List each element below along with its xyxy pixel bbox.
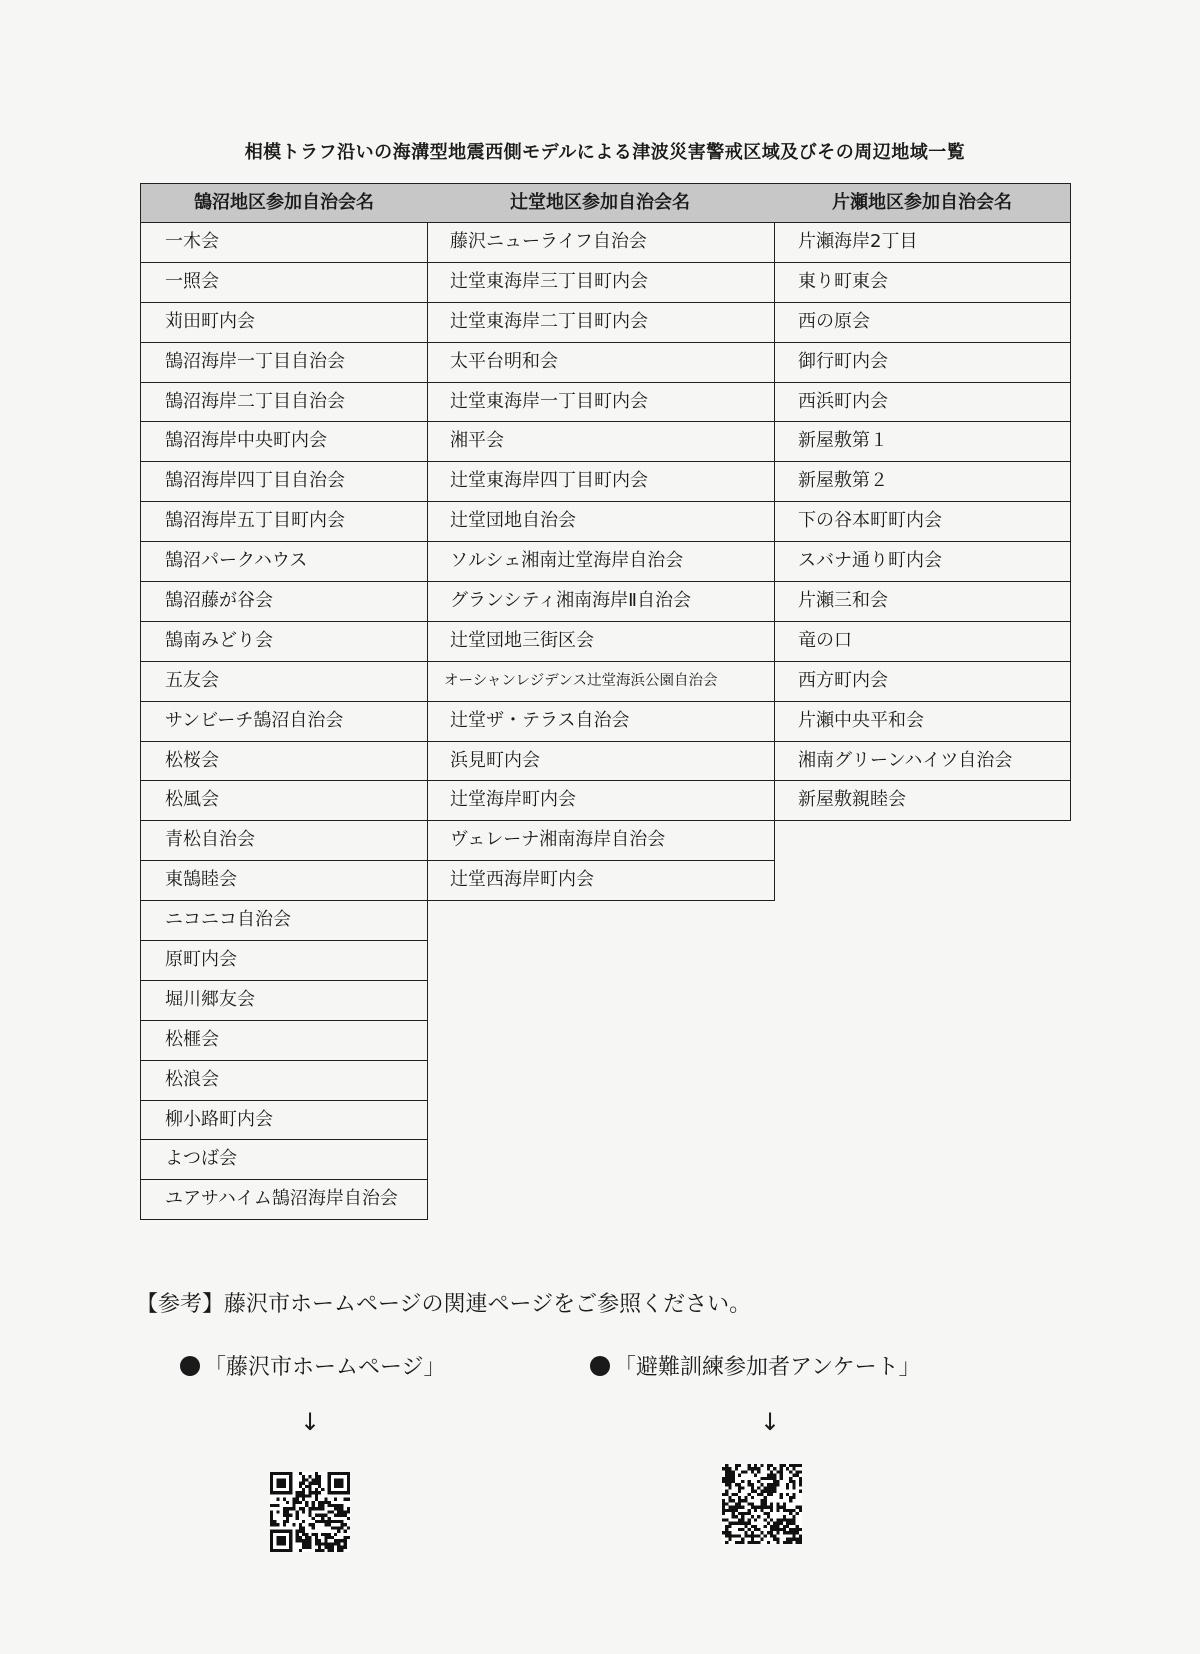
table-row: 辻堂団地三街区会 — [426, 622, 774, 662]
table-row: 西の原会 — [774, 303, 1070, 343]
table-row: 辻堂東海岸二丁目町内会 — [426, 303, 774, 343]
table-row: 辻堂団地自治会 — [426, 502, 774, 542]
table-row: 西浜町内会 — [774, 383, 1070, 423]
table-row: 青松自治会 — [141, 821, 427, 861]
table-row: ユアサハイム鵠沼海岸自治会 — [141, 1180, 427, 1220]
qr-code-icon[interactable] — [270, 1472, 350, 1552]
table-row: 藤沢ニューライフ自治会 — [426, 223, 774, 263]
qr-code-icon[interactable] — [722, 1464, 802, 1544]
table-row: 辻堂東海岸四丁目町内会 — [426, 462, 774, 502]
bullet-icon — [590, 1356, 610, 1376]
table-row: グランシティ湘南海岸Ⅱ自治会 — [426, 582, 774, 622]
table-row: サンビーチ鵠沼自治会 — [141, 702, 427, 742]
table-row: 鵠沼海岸一丁目自治会 — [141, 343, 427, 383]
table-row: 辻堂ザ・テラス自治会 — [426, 702, 774, 742]
table-row: 鵠沼海岸四丁目自治会 — [141, 462, 427, 502]
table-row: 辻堂東海岸三丁目町内会 — [426, 263, 774, 303]
link-survey[interactable] — [590, 1350, 921, 1381]
table-row: 鵠沼藤が谷会 — [141, 582, 427, 622]
table-row: 太平台明和会 — [426, 343, 774, 383]
table-row: 松浪会 — [141, 1061, 427, 1101]
link-homepage[interactable] — [180, 1350, 446, 1381]
down-arrow-icon: ↓ — [760, 1408, 781, 1436]
table-column-kugenuma — [140, 183, 428, 1220]
table-row: 鵠沼パークハウス — [141, 542, 427, 582]
table-row: 松榧会 — [141, 1021, 427, 1061]
reference-note: 【参考】藤沢市ホームページの関連ページをご参照ください。 — [136, 1292, 752, 1317]
table-row: 鵠沼海岸中央町内会 — [141, 422, 427, 462]
table-row: 鵠南みどり会 — [141, 622, 427, 662]
table-row: ソルシェ湘南辻堂海岸自治会 — [426, 542, 774, 582]
table-row: 東鵠睦会 — [141, 861, 427, 901]
table-row: 新屋敷第１ — [774, 422, 1070, 462]
table-row: 西方町内会 — [774, 662, 1070, 702]
table-row: 柳小路町内会 — [141, 1101, 427, 1141]
table-row: 一木会 — [141, 223, 427, 263]
table-row: 辻堂海岸町内会 — [426, 781, 774, 821]
table-row: 堀川郷友会 — [141, 981, 427, 1021]
table-row: 湘平会 — [426, 422, 774, 462]
table-row: 浜見町内会 — [426, 742, 774, 782]
table-row: オーシャンレジデンス辻堂海浜公園自治会 — [426, 662, 774, 702]
table-row: 竜の口 — [774, 622, 1070, 662]
column-header: 鵠沼地区参加自治会名 — [141, 184, 427, 223]
table-row: 新屋敷第２ — [774, 462, 1070, 502]
table-row: 一照会 — [141, 263, 427, 303]
table-row: 鵠沼海岸五丁目町内会 — [141, 502, 427, 542]
link-label: 「藤沢市ホームページ」 — [204, 1355, 446, 1380]
table-row: 松風会 — [141, 781, 427, 821]
table-row: 辻堂西海岸町内会 — [426, 861, 774, 901]
table-row: ニコニコ自治会 — [141, 901, 427, 941]
table-row: 東り町東会 — [774, 263, 1070, 303]
table-row: 片瀬三和会 — [774, 582, 1070, 622]
link-label: 「避難訓練参加者アンケート」 — [614, 1355, 921, 1380]
table-column-tsujido — [426, 183, 775, 901]
table-row: 鵠沼海岸二丁目自治会 — [141, 383, 427, 423]
table-row: スバナ通り町内会 — [774, 542, 1070, 582]
document-title: 相模トラフ沿いの海溝型地震西側モデルによる津波災害警戒区域及びその周辺地域一覧 — [244, 142, 966, 163]
table-row: よつば会 — [141, 1140, 427, 1180]
table-row: 新屋敷親睦会 — [774, 781, 1070, 821]
table-row: 片瀬中央平和会 — [774, 702, 1070, 742]
table-row: 五友会 — [141, 662, 427, 702]
down-arrow-icon: ↓ — [300, 1408, 321, 1436]
table-row: 原町内会 — [141, 941, 427, 981]
table-row: 片瀬海岸2丁目 — [774, 223, 1070, 263]
bullet-icon — [180, 1356, 200, 1376]
column-header: 辻堂地区参加自治会名 — [426, 184, 774, 223]
table-column-katase — [774, 183, 1071, 821]
table-row: 下の谷本町町内会 — [774, 502, 1070, 542]
table-row: 御行町内会 — [774, 343, 1070, 383]
table-row: ヴェレーナ湘南海岸自治会 — [426, 821, 774, 861]
table-row: 松桜会 — [141, 742, 427, 782]
table-row: 辻堂東海岸一丁目町内会 — [426, 383, 774, 423]
table-row: 苅田町内会 — [141, 303, 427, 343]
column-header: 片瀬地区参加自治会名 — [774, 184, 1070, 223]
table-row: 湘南グリーンハイツ自治会 — [774, 742, 1070, 782]
